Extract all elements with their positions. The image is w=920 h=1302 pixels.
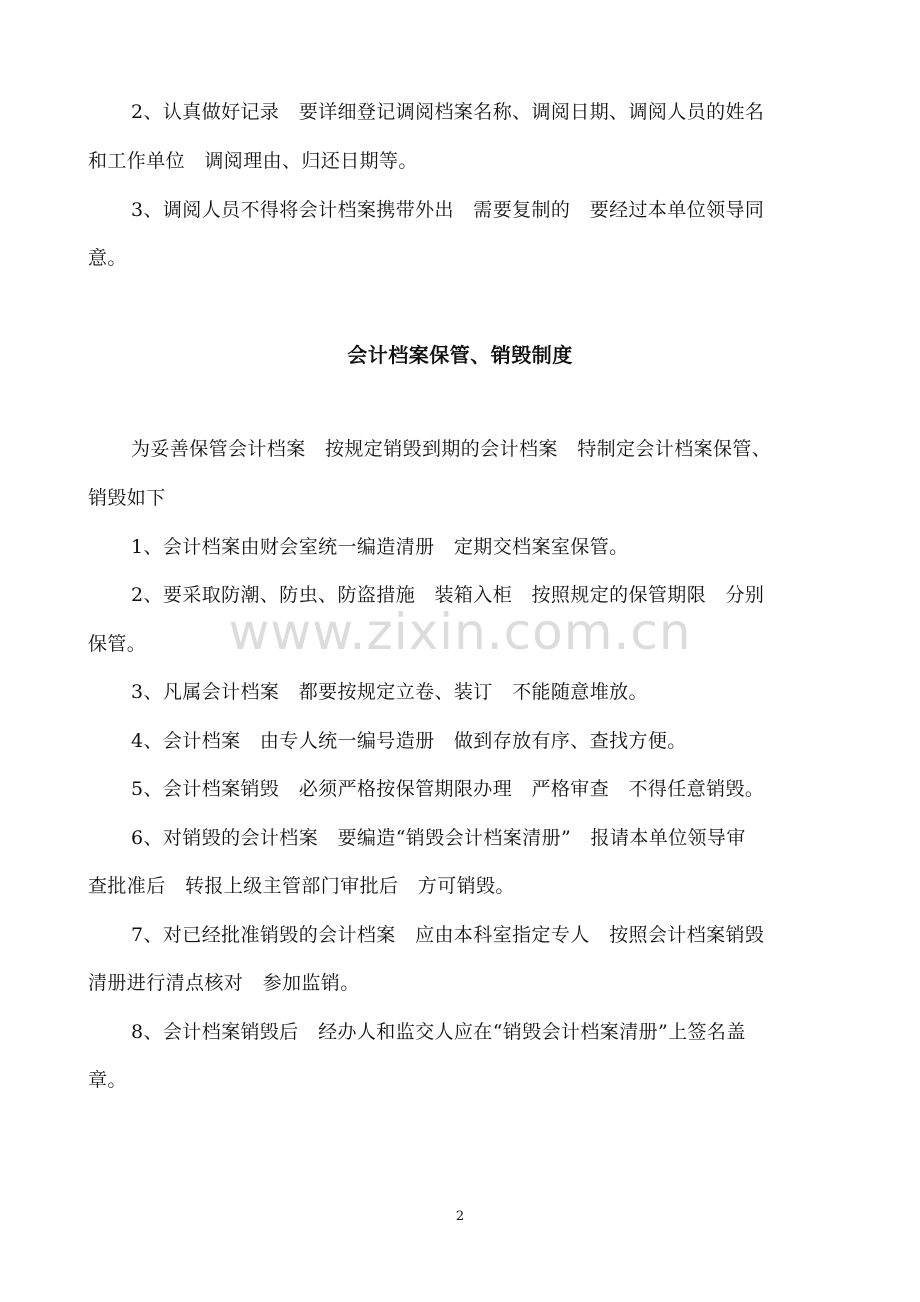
rule-item-4: 4、会计档案 由专人统一编号造册 做到存放有序、查找方便。 xyxy=(131,730,687,752)
section-title: 会计档案保管、销毁制度 xyxy=(347,343,573,367)
item-2-recording-line-1: 2、认真做好记录 要详细登记调阅档案名称、调阅日期、调阅人员的姓名 xyxy=(131,101,765,123)
rule-item-6-line-1: 6、对销毁的会计档案 要编造“销毁会计档案清册” 报请本单位领导审 xyxy=(131,827,746,849)
rule-item-1: 1、会计档案由财会室统一编造清册 定期交档案室保管。 xyxy=(131,536,629,558)
rule-item-2-line-1: 2、要采取防潮、防虫、防盗措施 装箱入柜 按照规定的保管期限 分别 xyxy=(131,584,765,606)
rule-item-8-line-1: 8、会计档案销毁后 经办人和监交人应在“销毁会计档案清册”上签名盖 xyxy=(131,1021,746,1043)
rule-item-5: 5、会计档案销毁 必须严格按保管期限办理 严格审查 不得任意销毁。 xyxy=(131,778,765,800)
item-3-no-removal-line-1: 3、调阅人员不得将会计档案携带外出 需要复制的 要经过本单位领导同 xyxy=(131,199,765,221)
watermark-text: www.zixin.com.cn xyxy=(228,603,692,661)
intro-line-2: 销毁如下 xyxy=(88,487,166,509)
rule-item-3: 3、凡属会计档案 都要按规定立卷、装订 不能随意堆放。 xyxy=(131,681,648,703)
page-number: 2 xyxy=(455,1209,465,1224)
rule-item-7-line-1: 7、对已经批准销毁的会计档案 应由本科室指定专人 按照会计档案销毁 xyxy=(131,924,765,946)
item-2-recording-line-2: 和工作单位 调阅理由、归还日期等。 xyxy=(88,150,418,172)
intro-line-1: 为妥善保管会计档案 按规定销毁到期的会计档案 特制定会计档案保管、 xyxy=(131,438,772,460)
rule-item-2-line-2: 保管。 xyxy=(88,633,147,655)
rule-item-6-line-2: 查批准后 转报上级主管部门审批后 方可销毁。 xyxy=(88,875,515,897)
item-3-no-removal-line-2: 意。 xyxy=(88,247,127,269)
rule-item-8-line-2: 章。 xyxy=(88,1069,127,1091)
rule-item-7-line-2: 清册进行清点核对 参加监销。 xyxy=(88,972,360,994)
